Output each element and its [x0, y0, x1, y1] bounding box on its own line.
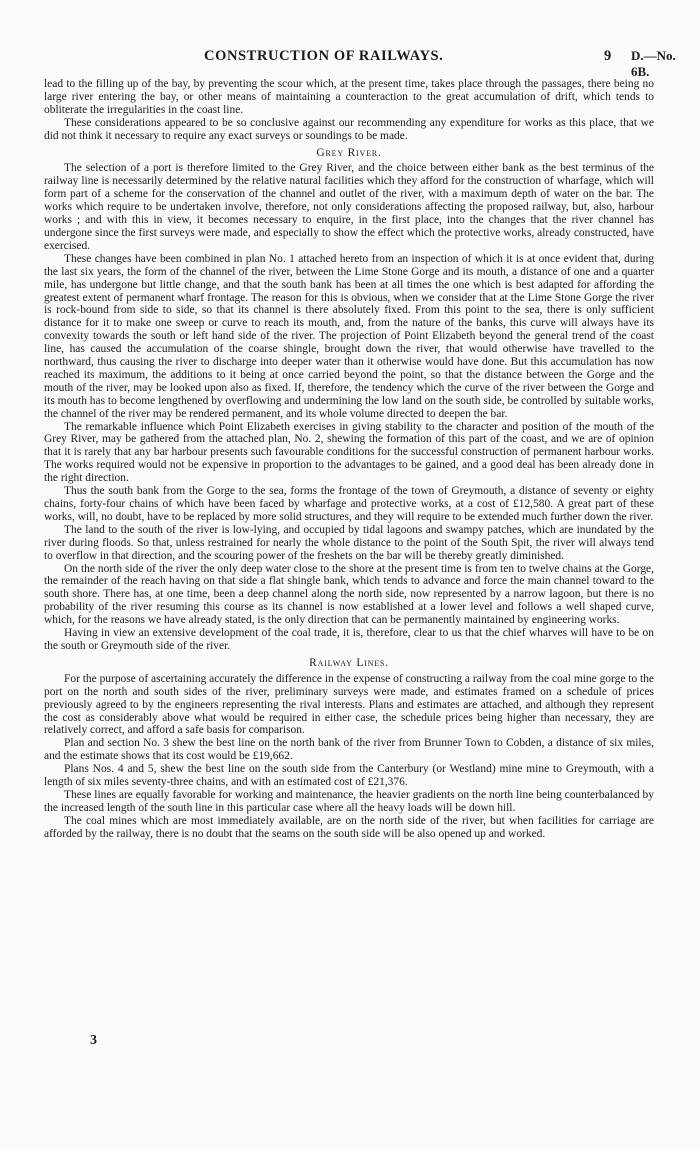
section-heading-railway-lines: Railway Lines. [309, 656, 389, 669]
document-reference: D.—No. 6B. [631, 48, 676, 79]
paragraph: These changes have been combined in plan No. 1 attached hereto from an inspection of which it is at once evident that, during the last six years, the form of the channel of the river, between the Lime Stone Gorge and its mouth, a distance of one and a quarter mile, has undergone but little change, and that the south bank has been at all times the one which is best adapted for affording the greatest extent of permanent wharf frontage. The reason for this is obvious, when we consider that at the Lime Stone Gorge the river is rock-bound from side to side, so that its channel is there absolutely fixed. From this point to the sea, there is only sufficient distance for it to make one sweep or curve to reach its mouth, and, from the nature of the banks, this curve will always have its convexity towards the south or left hand side of the river. The projection of Point Elizabeth beyond the general trend of the coast line, has caused the accumulation of the coarse shingle, brought down the river, that would otherwise have travelled to the northward, thus causing the river to discharge into deeper water than it otherwise would have done. But this accumulation has now reached its maximum, the additions to it being at once carried beyond the point, so that the distance between the Gorge and the mouth of the river, may be looked upon also as fixed. If, therefore, the tendency which the curve of the river between the Gorge and its mouth has to become lengthened by overflowing and undermining the low land on the south side, be controlled by suitable works, the channel of the river may be rendered permanent, and its whole volume directed to deepen the bar. [44, 252, 654, 420]
paragraph: These lines are equally favorable for working and maintenance, the heavier gradients on the north line being counterbalanced by the increased length of the south line in this particular case where all the heavy loads will be down hill. [44, 788, 654, 814]
paragraph: Thus the south bank from the Gorge to the sea, forms the frontage of the town of Greymouth, a distance of seventy or eighty chains, forty-four chains of which have been faced by wharfage and protective works, at a cost of £12,580. A great part of these works, will, no doubt, have to be replaced by more solid structures, and they will require to be extended much further down the river. [44, 485, 654, 523]
running-title: CONSTRUCTION OF RAILWAYS. [204, 48, 444, 64]
paragraph: Having in view an extensive development of the coal trade, it is, therefore, clear to us that the chief wharves will have to be on the south or Greymouth side of the river. [44, 627, 654, 652]
paragraph: The remarkable influence which Point Elizabeth exercises in giving stability to the character and position of the mouth of the Grey River, may be gathered from the attached plan, No. 2, shewing the formation of this part of the coast, and we are of opinion that it is rarely that any bar harbour presents such favourable conditions for the successful construction of permanent harbour works. The works required would not be expensive in proportion to the advantages to be gained, and a good deal has been already done in the right direction. [44, 420, 654, 485]
folio-signature: 3 [90, 1033, 97, 1048]
paragraph: Plans Nos. 4 and 5, shew the best line on the south side from the Canterbury (or Westland) mine mine to Greymouth, with a length of six miles seventy-three chains, and with an estimated cost of £21,376. [44, 763, 654, 789]
paragraph: On the north side of the river the only deep water close to the shore at the present time is from ten to twelve chains at the Gorge, the remainder of the reach having on that side a flat shingle bank, which tends to advance and force the main channel toward to the south shore. There has, at one time, been a deep channel along the north side, now represented by a narrow lagoon, but there is no probability of the river resuming this course as its channel is now established at a lower level and follows a well shaped curve, which, for the reasons we have already stated, is the only direction that can be permanently maintained by engineering works. [44, 562, 654, 627]
paragraph: For the purpose of ascertaining accurately the difference in the expense of constructing a railway from the coal mine gorge to the port on the north and south sides of the river, preliminary surveys were made, and estimates framed on a schedule of prices previously agreed to by the engineers representing the rival interests. Plans and estimates are attached, and although they represent the cost as considerably above what would be required in either case, the schedule prices being higher than necessary, they are relatively correct, and afford a safe basis for comparison. [44, 672, 654, 737]
paragraph: The land to the south of the river is low-lying, and occupied by tidal lagoons and swampy patches, which are inundated by the river during floods. So that, unless restrained for nearly the whole distance to the point of the South Spit, the river will always tend to overflow in that direction, and the scouring power of the freshets on the bar will be thereby greatly diminished. [44, 523, 654, 562]
paragraph: These considerations appeared to be so conclusive against our recommending any expenditure for works as this place, that we did not think it necessary to require any exact surveys or soundings to be made. [44, 116, 654, 142]
paragraph: The coal mines which are most immediately available, are on the north side of the river, but when facilities for carriage are afforded by the railway, there is no doubt that the seams on the south side will be also opened up and worked. [44, 814, 654, 840]
paragraph: lead to the filling up of the bay, by preventing the scour which, at the present time, takes place through the passages, there being no large river entering the bay, or other means of maintaining a counteraction to the great accumulation of drift, which tends to obliterate the irregularities in the coast line. [44, 78, 654, 116]
page-number: 9 [604, 48, 612, 64]
page-header [44, 48, 688, 79]
section-heading-grey-river: Grey River. [316, 146, 382, 159]
paragraph: The selection of a port is therefore limited to the Grey River, and the choice between either bank as the best terminus of the railway line is necessarily determined by the relative natural facilities which they afford for the construction of wharfage, which will form part of a scheme for the conservation of the channel and outlet of the river, with a maximum depth of water on the bar. The works which require to be undertaken involve, therefore, not only considerations affecting the proposed railway, but, also, harbour works ; and with this in view, it becomes necessary to enquire, in the first place, into the changes that the river channel has undergone since the first surveys were made, and especially to show the effect which the protective works, already constructed, have exercised. [44, 162, 654, 252]
body-text [44, 78, 654, 841]
paragraph: Plan and section No. 3 shew the best line on the north bank of the river from Brunner Town to Cobden, a distance of six miles, and the estimate shows that its cost would be £19,662. [44, 737, 654, 763]
